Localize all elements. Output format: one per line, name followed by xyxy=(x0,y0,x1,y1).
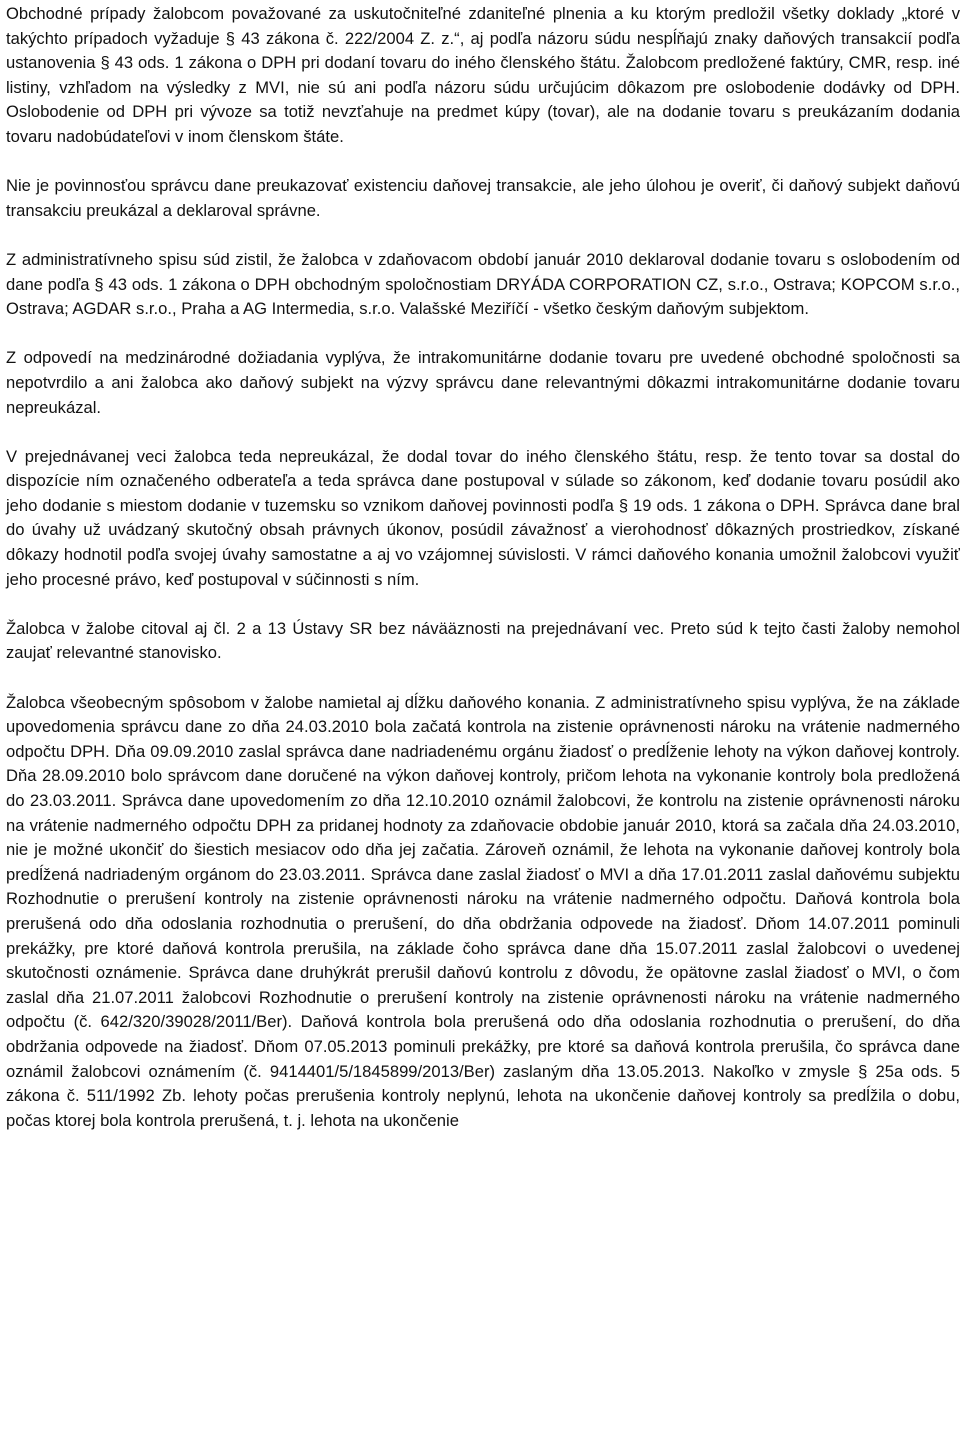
paragraph-gap xyxy=(6,150,960,175)
paragraph-gap xyxy=(6,322,960,347)
paragraph-gap xyxy=(6,592,960,617)
paragraph-transactions: Obchodné prípady žalobcom považované za uskutočniteľné zdaniteľné plnenia a ku ktorým predložil všetky doklady „ktoré v takýchto prípadoch vyžaduje § 43 zákona č. 222/2004 Z. z.“, aj podľa názoru súdu nespĺňajú znaky daňových transakcií podľa ustanovenia § 43 ods. 1 zákona o DPH pri dodaní tovaru do iného členského štátu. Žalobcom predložené faktúry, CMR, resp. iné listiny, vzhľadom na výsledky z MVI, nie sú ani podľa názoru súdu určujúcim dôkazom pre oslobodenie dodávky od DPH. Oslobodenie od DPH pri vývoze sa totiž nevzťahuje na predmet kúpy (tovar), ale na dodanie tovaru s preukázaním dodania tovaru nadobúdateľovi v inom členskom štáte. xyxy=(6,4,960,146)
paragraph-gap xyxy=(6,666,960,691)
paragraph-gap xyxy=(6,223,960,248)
paragraph-administrator-duty: Nie je povinnosťou správcu dane preukazovať existenciu daňovej transakcie, ale jeho úlohou je overiť, či daňový subjekt daňovú transakciu preukázal a deklaroval správne. xyxy=(6,176,960,220)
paragraph-proceedings-length: Žalobca všeobecným spôsobom v žalobe namietal aj dĺžku daňového konania. Z administratívneho spisu vyplýva, že na základe upovedomenia správcu dane zo dňa 24.03.2010 bola začatá kontrola na zistenie oprávnenosti nároku na vrátenie nadmerného odpočtu DPH. Dňa 09.09.2010 zaslal správca dane nadriadenému orgánu žiadosť o predĺženie lehoty na výkon daňovej kontroly. Dňa 28.09.2010 bolo správcom dane doručené na výkon daňovej kontroly, pričom lehota na vykonanie kontroly bola predložená do 23.03.2011. Správca dane upovedomením zo dňa 12.10.2010 oznámil žalobcovi, že kontrolu na zistenie oprávnenosti nároku na vrátenie nadmerného odpočtu DPH za pridanej hodnoty za zdaňovacie obdobie január 2010, ktorá sa začala dňa 24.03.2010, nie je možné ukončiť do šiestich mesiacov odo dňa jej začatia. Zároveň oznámil, že lehota na vykonanie daňovej kontroly bola predĺžená nadriadeným orgánom do 23.03.2011. Správca dane zaslal žiadosť o MVI a dňa 17.01.2011 zaslal daňovému subjektu Rozhodnutie o prerušení kontroly na zistenie oprávnenosti nároku na vrátenie nadmerného odpočtu. Daňová kontrola bola prerušená odo dňa odoslania rozhodnutia o prerušení, do dňa obdržania odpovede na žiadosť. Dňom 14.07.2011 pominuli prekážky, pre ktoré daňová kontrola prerušila, na základe čoho správca dane dňa 15.07.2011 zaslal žalobcovi o uvedenej skutočnosti oznámenie. Správca dane druhýkrát prerušil daňovú kontrolu z dôvodu, že opätovne zaslal žiadosť o MVI, o čom zaslal dňa 21.07.2011 žalobcovi Rozhodnutie o prerušení kontroly na zistenie oprávnenosti nároku na vrátenie nadmerného odpočtu (č. 642/320/39028/2011/Ber). Daňová kontrola bola prerušená odo dňa odoslania rozhodnutia o prerušení, do dňa obdržania odpovede na žiadosť. Dňom 07.05.2013 pominuli prekážky, pre ktoré sa daňová kontrola prerušila, čo správca dane oznámil žalobcovi oznámením (č. 9414401/5/1845899/2013/Ber) zaslaným dňa 13.05.2013. Nakoľko v zmysle § 25a ods. 5 zákona č. 511/1992 Zb. lehoty počas prerušenia kontroly neplynú, lehota na ukončenie daňovej kontroly sa predĺžila o dobu, počas ktorej bola kontrola prerušená, t. j. lehota na ukončenie xyxy=(6,692,960,1130)
paragraph-conclusion: V prejednávanej veci žalobca teda nepreukázal, že dodal tovar do iného členského štátu, resp. že tento tovar sa dostal do dispozície ním označeného odberateľa a teda správca dane postupoval v súlade so zákonom, keď dodanie tovaru posúdil ako jeho dodanie s miestom dodanie v tuzemsku so vznikom daňovej povinnosti podľa § 19 ods. 1 zákona o DPH. Správca dane bral do úvahy už uvádzaný skutočný obsah právnych úkonov, posúdil závažnosť a vierohodnosť dôkazných prostriedkov, získané dôkazy hodnotil podľa svojej úvahy samostatne a aj vo vzájomnej súvislosti. V rámci daňového konania umožnil žalobcovi využiť jeho procesné právo, keď postupoval v súčinnosti s ním. xyxy=(6,446,960,589)
paragraph-gap xyxy=(6,420,960,445)
paragraph-international-requests: Z odpovedí na medzinárodné dožiadania vyplýva, že intrakomunitárne dodanie tovaru pre uvedené obchodné spoločnosti sa nepotvrdilo a ani žalobca ako daňový subjekt na výzvy správcu dane relevantnými dôkazmi intrakomunitárne dodanie tovaru nepreukázal. xyxy=(6,348,960,417)
paragraph-administrative-file: Z administratívneho spisu súd zistil, že žalobca v zdaňovacom období január 2010 deklaroval dodanie tovaru s oslobodením od dane podľa § 43 ods. 1 zákona o DPH obchodným spoločnostiam DRYÁDA CORPORATION CZ, s.r.o., Ostrava; KOPCOM s.r.o., Ostrava; AGDAR s.r.o., Praha a AG Intermedia, s.r.o. Valašské Meziříčí - všetko českým daňovým subjektom. xyxy=(6,249,960,319)
document-page xyxy=(6,2,960,1133)
paragraph-constitution: Žalobca v žalobe citoval aj čl. 2 a 13 Ústavy SR bez návääznosti na prejednávaní vec. Preto súd k tejto časti žaloby nemohol zaujať relevantné stanovisko. xyxy=(6,618,960,663)
